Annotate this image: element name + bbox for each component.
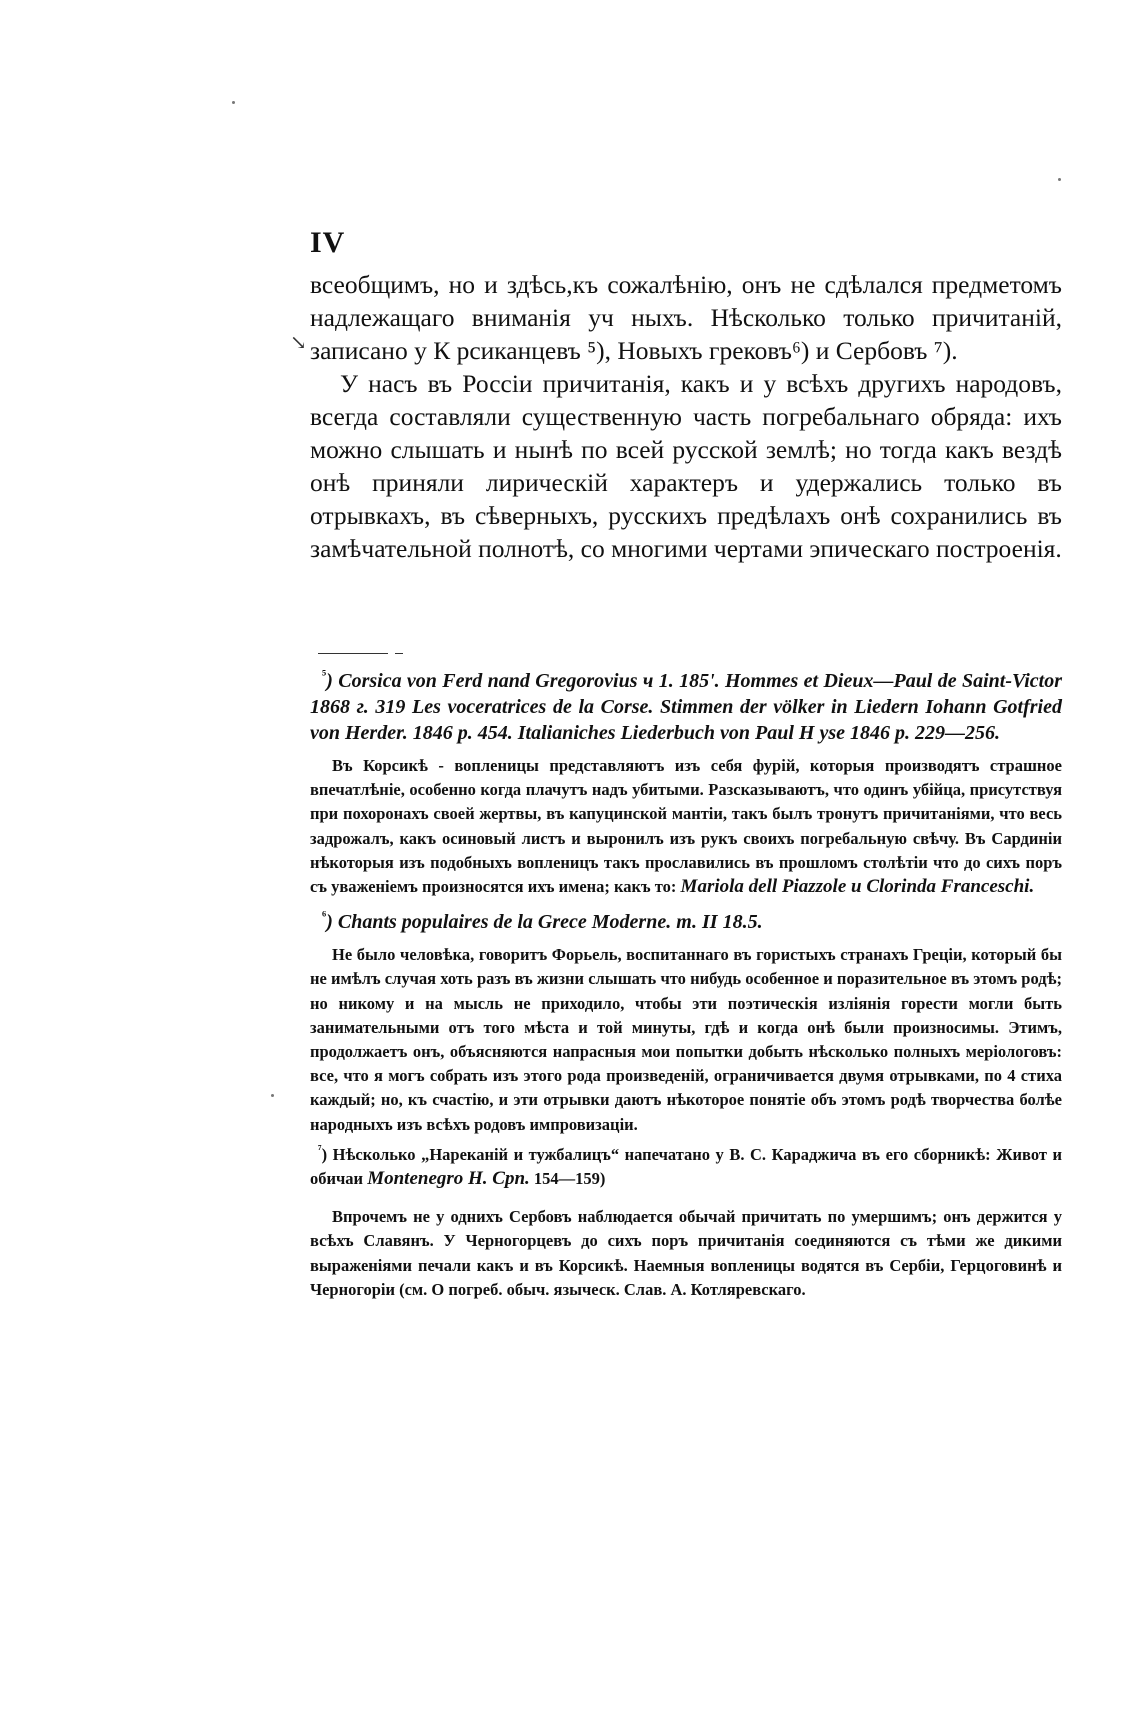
footnote-text: Въ Корсикѣ - вопленицы представляютъ изъ себя фурій, которыя производятъ страшное впечатлѣніе, особенно когда плачутъ надъ убитыми. Разсказываютъ, что одинъ убійца, присутствуя при похоронахъ своей жертвы, въ капуцинской мантіи, такъ былъ тронутъ причитаніями, что весь задрожалъ, какъ осиновый листъ и выронилъ изъ рукъ своихъ погребальную свѣчу. Въ Сардиніи нѣкоторыя изъ подобныхъ вопленицъ такъ прославились въ прошломъ столѣтіи что до сихъ поръ съ уваженіемъ произносятся ихъ имена; какъ то:	[310, 756, 1062, 897]
footnote-italic: Montenegro H. Срп.	[367, 1168, 530, 1190]
footnote-text: Нѣсколько „Нареканій и тужбалицъ“ напечатано у В. С. Караджича въ его сборникѣ: Живот и обичаи	[310, 1144, 1063, 1189]
footnote-separator-dash	[395, 653, 403, 654]
main-text	[310, 268, 1062, 565]
citation-text: Chants populaires de la Grece Moderne. т. II 18.5.	[337, 911, 763, 934]
footnote-6-text: Не было человѣка, говоритъ Форьель, воспитаннаго въ гористыхъ странахъ Греціи, который бы не имѣлъ случая хоть разъ въ жизни слышать что нибудь особенное и поразительное въ этомъ родѣ; но никому и на мысль не приходило, чтобы эти поэтическія изліянія горести могли быть занимательными отъ того мѣста и той минуты, гдѣ и когда онѣ были произносимы. Этимъ, продолжаетъ онъ, объясняются напрасныя мои попытки добыть нѣсколько полныхъ меріологовъ: все, что я могъ собрать изъ этого рода произведеній, ограничивается двумя отрывками, по 4 стиха каждый; но, къ счастію, и эти отрывки даютъ нѣкоторое понятіе объ этомъ родѣ творчества болѣе народныхъ изъ всѣхъ родовъ импровизаціи.	[310, 945, 1062, 1134]
speck	[1058, 178, 1061, 181]
footnote-6-citation: $^{^6}$) Chants populaires de la Grece Moderne. т. II 18.5.	[322, 909, 763, 934]
paragraph: всеобщимъ, но и здѣсь,къ сожалѣнію, онъ не сдѣлался предметомъ надлежащаго вниманія уч ныхъ. Нѣсколько только причитаній, записано у К рсиканцевъ ⁵), Новыхъ грековъ⁶) и Сербовъ ⁷).	[310, 270, 1062, 365]
paragraph: У насъ въ Россіи причитанія, какъ и у всѣхъ другихъ народовъ, всегда составляли существенную часть погребальнаго обряда: ихъ можно слышать и нынѣ по всей русской землѣ; но тогда какъ вездѣ онѣ приняли лирическій характеръ и удержались только въ отрывкахъ, въ сѣверныхъ, русскихъ предѣлахъ онѣ сохранились въ замѣчательной полнотѣ, со многими чертами эпическаго построенія.	[310, 369, 1062, 563]
footnote-separator	[318, 653, 388, 654]
speck	[271, 1094, 274, 1097]
footnotes	[310, 668, 1062, 1308]
footnote-mark: ⁵	[322, 668, 327, 684]
speck	[232, 101, 235, 104]
footnote-7: $^{^7}$) Нѣсколько „Нареканій и тужбалицъ“ напечатано у В. С. Караджича въ его сборникѣ: Живот и обичаи Montenegro H. Срп. 154—159)	[310, 1142, 1063, 1190]
footnote-mark: ⁷	[318, 1142, 322, 1157]
closing-note: Впрочемъ не у однихъ Сербовъ наблюдается обычай причитать по умершимъ; онъ держится у всѣхъ Славянъ. У Черногорцевъ до сихъ поръ причитанія соединяются съ тѣми же дикими выраженіями печали какъ и въ Корсикѣ. Наемныя вопленицы водятся въ Сербіи, Герцоговинѣ и Черногоріи (см. О погреб. обыч. языческ. Слав. А. Котляревскаго.	[310, 1207, 1062, 1299]
footnote-names: Mariola dell Piazzole и Clorinda Franceschi.	[680, 876, 1035, 898]
footnote-5-citation: $^{^5}$) Corsica von Ferd nand Gregorovius ч 1. 185'. Hommes et Dieux—Paul de Saint-Victor 1868 г. 319 Les voceratrices de la Corse. Stimmen der völker in Liedern Iohann Gotfried von Herder. 1846 p. 454. Italianiches Liederbuch von Paul H yse 1846 p. 229—256.	[310, 668, 1062, 744]
footnote-mark: ⁶	[322, 909, 327, 925]
footnote-5-text	[310, 754, 1062, 899]
margin-check-mark: ↘	[290, 332, 307, 354]
citation-text: Corsica von Ferd nand Gregorovius ч 1. 185'. Hommes et Dieux—Paul de Saint-Victor 1868 г. 319 Les voceratrices de la Corse. Stimmen der völker in Liedern Iohann Gotfried von Herder. 1846 p. 454. Italianiches Liederbuch von Paul H yse 1846 p. 229—256.	[310, 670, 1062, 744]
footnote-text: 154—159)	[533, 1169, 606, 1189]
page-number: IV	[310, 226, 346, 259]
